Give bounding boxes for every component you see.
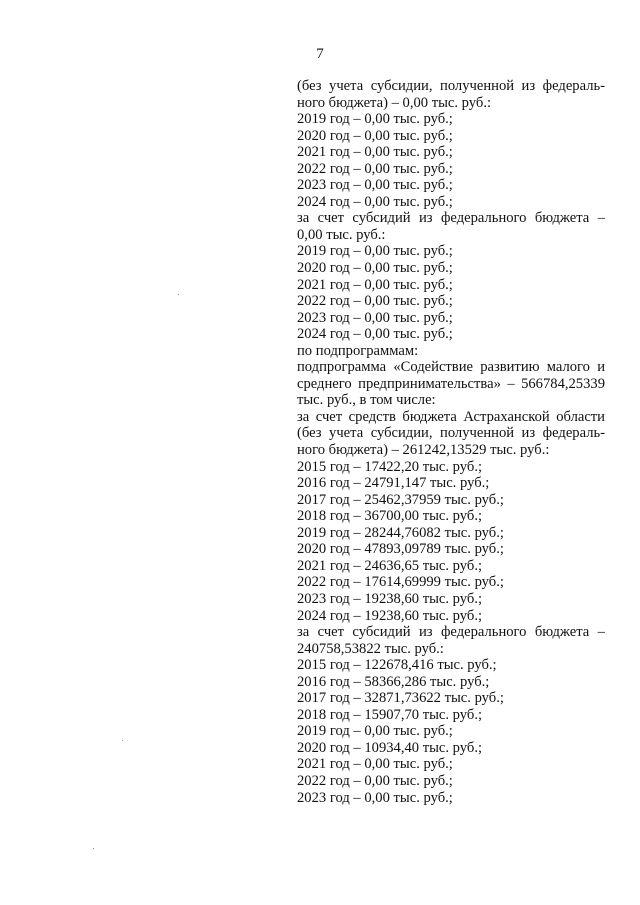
text-line: подпрограмма «Содействие развитию малого и [297,359,605,376]
text-line: ного бюджета) – 0,00 тыс. руб.: [297,94,492,111]
text-line: 2024 год – 19238,60 тыс. руб.; [297,607,483,624]
text-line: 2023 год – 0,00 тыс. руб.; [297,177,453,194]
scan-speck [93,848,94,849]
text-line: 2016 год – 24791,147 тыс. руб.; [297,475,490,492]
text-line: (без учета субсидии, полученной из федераль- [297,78,605,94]
page-number: 7 [316,46,324,62]
scan-speck [122,740,123,741]
text-line: 2020 год – 0,00 тыс. руб.; [297,260,453,277]
text-line: 2023 год – 19238,60 тыс. руб.; [297,590,483,607]
text-line: 2019 год – 0,00 тыс. руб.; [297,723,453,740]
text-line: ного бюджета) – 261242,13529 тыс. руб.: [297,442,550,459]
text-line: по подпрограммам: [297,342,419,359]
text-line: 2017 год – 25462,37959 тыс. руб.; [297,491,504,508]
text-line: 2019 год – 28244,76082 тыс. руб.; [297,524,504,541]
text-line: за счет субсидий из федерального бюджета – [297,210,605,227]
text-line: 2023 год – 0,00 тыс. руб.; [297,789,453,806]
text-line: 2015 год – 17422,20 тыс. руб.; [297,458,483,475]
text-line: 2018 год – 36700,00 тыс. руб.; [297,508,483,525]
text-line: 2021 год – 0,00 тыс. руб.; [297,276,453,293]
text-line: 2024 год – 0,00 тыс. руб.; [297,326,453,343]
text-line: 2024 год – 0,00 тыс. руб.; [297,193,453,210]
text-line: 0,00 тыс. руб.: [297,226,386,243]
text-line: (без учета субсидии, полученной из федераль- [297,425,605,442]
text-line: 2020 год – 0,00 тыс. руб.; [297,127,453,144]
text-line: 2019 год – 0,00 тыс. руб.; [297,243,453,260]
text-line: 2023 год – 0,00 тыс. руб.; [297,309,453,326]
text-line: 2018 год – 15907,70 тыс. руб.; [297,706,483,723]
text-line: тыс. руб., в том числе: [297,392,436,409]
text-line: 2015 год – 122678,416 тыс. руб.; [297,657,497,674]
text-line: 2020 год – 47893,09789 тыс. руб.; [297,541,504,558]
text-line: 2016 год – 58366,286 тыс. руб.; [297,673,490,690]
scan-speck [178,294,179,295]
text-line: среднего предпринимательства» – 566784,25339 [297,375,605,392]
text-line: 240758,53822 тыс. руб.: [297,640,444,657]
text-line: за счет средств бюджета Астраханской области [297,408,605,425]
text-line: 2021 год – 0,00 тыс. руб.; [297,144,453,161]
document-text-block [297,78,605,806]
text-line: 2022 год – 0,00 тыс. руб.; [297,293,453,310]
text-line: 2022 год – 0,00 тыс. руб.; [297,160,453,177]
text-line: 2022 год – 17614,69999 тыс. руб.; [297,574,504,591]
text-line: 2017 год – 32871,73622 тыс. руб.; [297,690,504,707]
text-line: 2019 год – 0,00 тыс. руб.; [297,111,453,128]
text-line: 2021 год – 0,00 тыс. руб.; [297,756,453,773]
text-line: 2021 год – 24636,65 тыс. руб.; [297,557,483,574]
text-line: 2020 год – 10934,40 тыс. руб.; [297,739,483,756]
text-line: 2022 год – 0,00 тыс. руб.; [297,772,453,789]
text-line: за счет субсидий из федерального бюджета – [297,624,605,641]
